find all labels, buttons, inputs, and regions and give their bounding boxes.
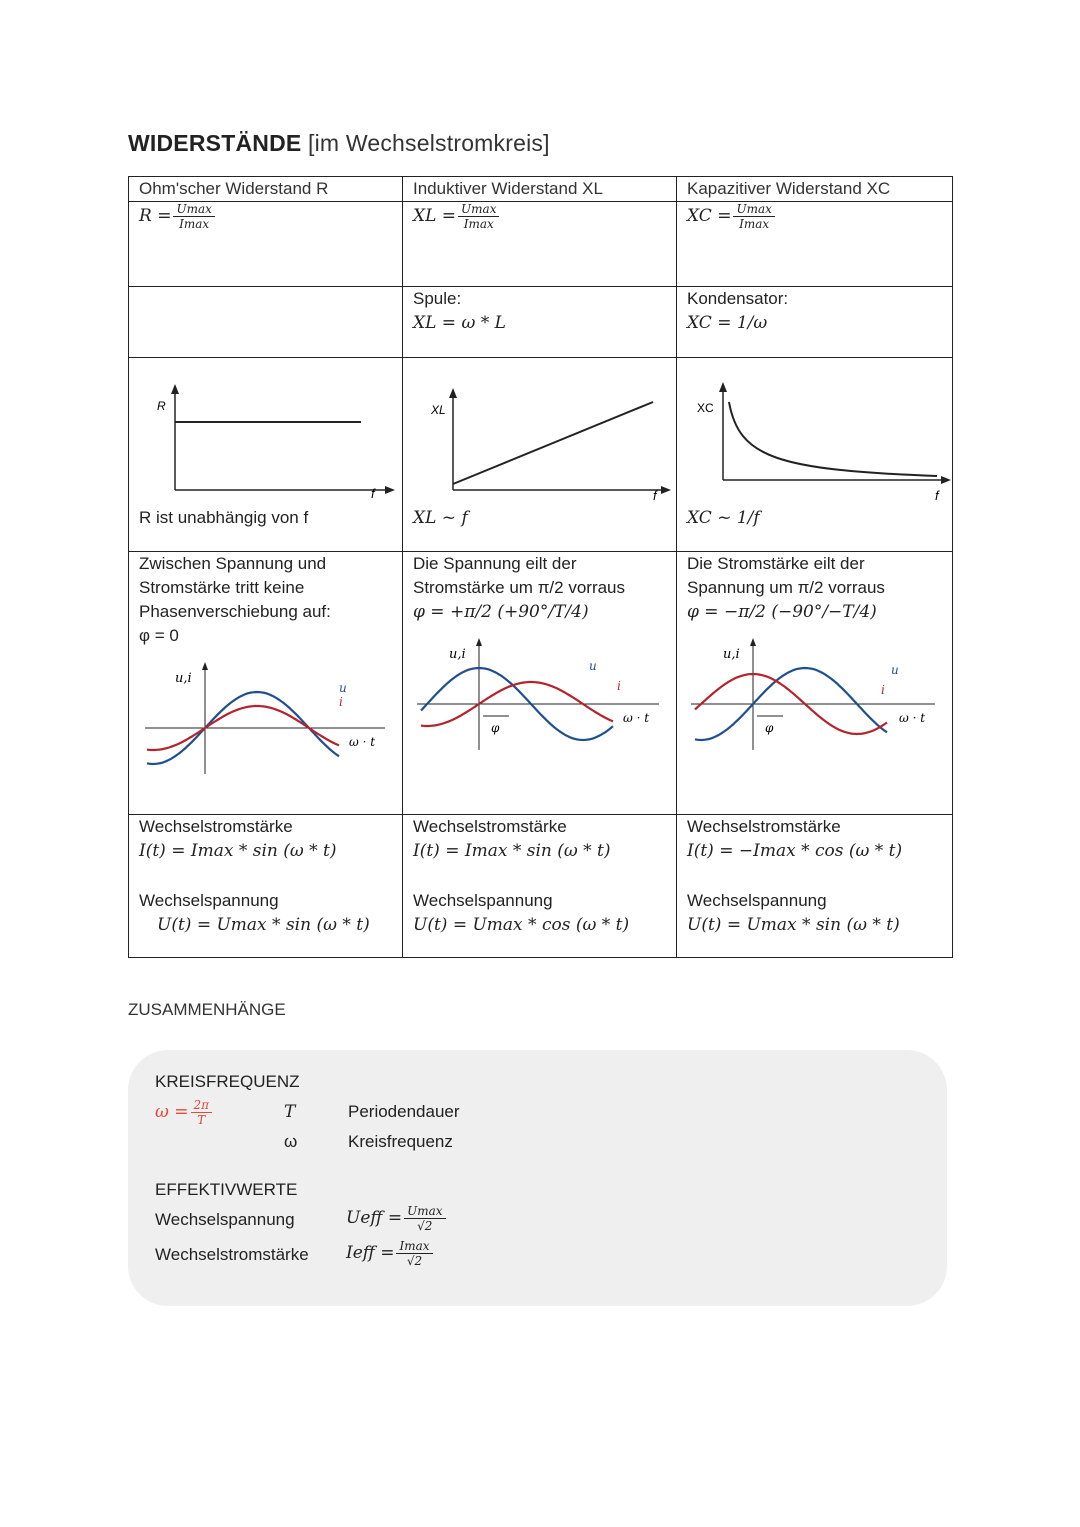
graph-inductive <box>403 358 677 552</box>
current-label: Wechselstromstärke <box>687 817 841 836</box>
current-label: Wechselstromstärke <box>139 817 293 836</box>
formula-lhs: XC = <box>687 205 732 226</box>
phi-label: φ <box>491 721 500 735</box>
formula-lhs: R = <box>139 205 172 226</box>
phase-inductive <box>403 552 677 815</box>
eff-voltage-label: Wechselspannung <box>155 1210 295 1229</box>
formula-fraction <box>458 202 499 231</box>
i-label: i <box>617 679 621 693</box>
graph-caption: XC ~ 1/f <box>687 508 760 528</box>
phase-text: Zwischen Spannung und Stromstärke tritt keine Phasenverschiebung auf: <box>139 554 331 621</box>
symbol-T: T <box>284 1102 296 1122</box>
component-capacitive <box>677 287 953 358</box>
y-axis-label: XC <box>697 401 714 415</box>
graph-caption: R ist unabhängig von f <box>139 508 309 527</box>
i-label: i <box>339 695 343 709</box>
formula-lhs: Ueff = <box>346 1207 403 1228</box>
graph-curve <box>729 402 937 476</box>
numerator: Umax <box>404 1204 445 1219</box>
title-bold: WIDERSTÄNDE <box>128 130 302 156</box>
wave-capacitive <box>687 632 939 752</box>
current-formula: I(t) = −Imax * cos (ω * t) <box>687 841 903 861</box>
denominator: Imax <box>179 217 210 231</box>
phase-text: Die Stromstärke eilt der Spannung um π/2 vorraus <box>687 554 885 597</box>
ui-arrow-icon <box>750 638 756 646</box>
equations-inductive <box>403 815 677 958</box>
equations-ohm <box>129 815 403 958</box>
graph-line <box>453 402 653 484</box>
formula-fraction <box>191 1098 213 1127</box>
effektivwerte-title: EFFEKTIVWERTE <box>155 1180 298 1199</box>
numerator: 2π <box>191 1098 213 1113</box>
x-label: ω · t <box>349 735 376 749</box>
formula-ohm <box>129 202 403 287</box>
formula-row <box>129 202 953 287</box>
section-heading: ZUSAMMENHÄNGE <box>128 1000 286 1019</box>
kreisfrequenz-formula <box>155 1098 212 1127</box>
i-label: i <box>881 683 885 697</box>
symbol-omega-desc: Kreisfrequenz <box>348 1132 453 1151</box>
formula-lhs: XL = <box>413 205 457 226</box>
voltage-formula: U(t) = Umax * sin (ω * t) <box>687 915 900 935</box>
wave-ohm <box>139 656 389 776</box>
ui-label: u,i <box>449 647 466 662</box>
component-formula: XC = 1/ω <box>687 313 768 333</box>
denominator: Imax <box>463 217 494 231</box>
header-row <box>129 177 953 202</box>
symbol-omega: ω <box>284 1132 298 1151</box>
graph-ohm <box>129 358 403 552</box>
phase-row <box>129 552 953 815</box>
ui-arrow-icon <box>202 662 208 670</box>
phase-formula: φ = +π/2 (+90°/T/4) <box>413 602 589 622</box>
numerator: Imax <box>396 1239 432 1254</box>
u-label: u <box>891 663 899 677</box>
denominator: T <box>197 1113 206 1127</box>
denominator: Imax <box>739 217 770 231</box>
x-arrow-icon <box>385 486 395 494</box>
x-label: ω · t <box>623 711 650 725</box>
voltage-formula: U(t) = Umax * cos (ω * t) <box>413 915 630 935</box>
formula-inductive <box>403 202 677 287</box>
eff-current-formula <box>346 1239 433 1268</box>
eff-current-label: Wechselstromstärke <box>155 1245 309 1264</box>
component-ohm <box>129 287 403 358</box>
numerator: Umax <box>458 202 499 217</box>
formula-lhs: ω = <box>155 1101 189 1122</box>
equations-capacitive <box>677 815 953 958</box>
numerator: Umax <box>173 202 214 217</box>
formula-fraction <box>173 202 214 231</box>
header-inductive: Induktiver Widerstand XL <box>403 177 677 202</box>
phi-label: φ <box>765 721 774 735</box>
graph-capacitive <box>677 358 953 552</box>
graph-caption: XL ~ f <box>413 508 468 528</box>
x-axis-label: f <box>935 488 939 503</box>
phase-capacitive <box>677 552 953 815</box>
component-label: Spule: <box>413 289 462 308</box>
current-formula: I(t) = Imax * sin (ω * t) <box>139 841 337 861</box>
header-capacitive: Kapazitiver Widerstand XC <box>677 177 953 202</box>
phase-formula: φ = −π/2 (−90°/−T/4) <box>687 602 877 622</box>
graph-row <box>129 358 953 552</box>
eff-voltage-formula <box>346 1204 446 1233</box>
ui-label: u,i <box>723 647 740 662</box>
x-arrow-icon <box>661 486 671 494</box>
voltage-label: Wechselspannung <box>139 891 279 910</box>
wave-inductive <box>413 632 663 752</box>
phase-ohm <box>129 552 403 815</box>
y-arrow-icon <box>449 388 457 398</box>
formula-fraction <box>733 202 774 231</box>
u-label: u <box>339 681 347 695</box>
x-label: ω · t <box>899 711 926 725</box>
phase-text: Die Spannung eilt der Stromstärke um π/2 vorraus <box>413 554 626 597</box>
formula-fraction <box>404 1204 445 1233</box>
resistance-table <box>128 176 953 958</box>
y-arrow-icon <box>719 382 727 392</box>
x-axis-label: f <box>371 486 375 501</box>
symbol-T-desc: Periodendauer <box>348 1102 460 1121</box>
formula-fraction <box>396 1239 432 1268</box>
ui-arrow-icon <box>476 638 482 646</box>
x-axis-label: f <box>653 488 657 503</box>
current-formula: I(t) = Imax * sin (ω * t) <box>413 841 611 861</box>
component-formula: XL = ω * L <box>413 313 506 333</box>
header-ohm: Ohm'scher Widerstand R <box>129 177 403 202</box>
current-label: Wechselstromstärke <box>413 817 567 836</box>
kreisfrequenz-title: KREISFREQUENZ <box>155 1072 300 1091</box>
title-subtitle: [im Wechselstromkreis] <box>308 130 550 156</box>
u-label: u <box>589 659 597 673</box>
y-axis-label: R <box>157 399 166 413</box>
component-inductive <box>403 287 677 358</box>
voltage-formula: U(t) = Umax * sin (ω * t) <box>157 915 370 935</box>
component-label: Kondensator: <box>687 289 789 308</box>
component-row <box>129 287 953 358</box>
x-arrow-icon <box>941 476 951 484</box>
equation-row <box>129 815 953 958</box>
denominator: √2 <box>406 1254 423 1268</box>
formula-lhs: Ieff = <box>346 1242 395 1263</box>
voltage-label: Wechselspannung <box>413 891 553 910</box>
ui-label: u,i <box>175 671 192 686</box>
y-arrow-icon <box>171 384 179 394</box>
phase-formula: φ = 0 <box>139 626 179 645</box>
y-axis-label: XL <box>431 403 446 417</box>
formula-capacitive <box>677 202 953 287</box>
page-title <box>128 130 550 157</box>
denominator: √2 <box>417 1219 433 1233</box>
summary-box <box>128 1050 947 1306</box>
numerator: Umax <box>733 202 774 217</box>
voltage-label: Wechselspannung <box>687 891 827 910</box>
